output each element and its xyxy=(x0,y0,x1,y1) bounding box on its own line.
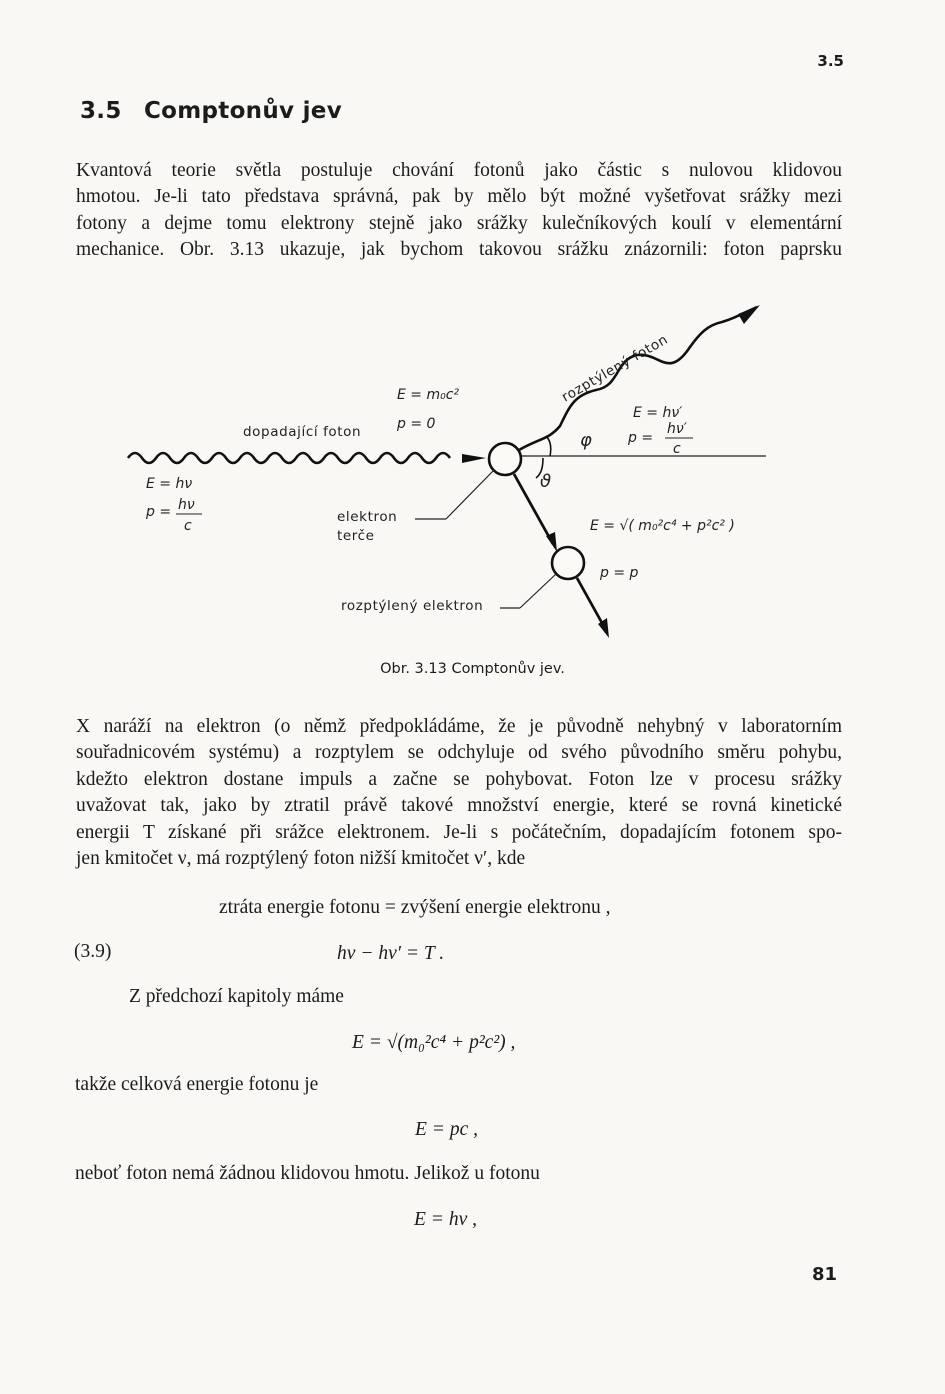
scattered-photon-energy: E = hν′ xyxy=(633,405,683,421)
paragraph-collision xyxy=(76,714,842,872)
incident-energy: E = hν xyxy=(146,476,193,492)
compton-diagram xyxy=(0,290,945,660)
text-line: uvažovat tak, jako by ztratil právě takové množství energie, které se rovná kinetické xyxy=(76,795,842,817)
photon-energy-pc-equation: E = pc , xyxy=(415,1119,478,1140)
photon-energy-intro: takže celková energie fotonu je xyxy=(75,1074,319,1095)
section-heading xyxy=(80,98,342,124)
section-number: 3.5 xyxy=(80,98,122,124)
text-line: kdežto elektron dostane impuls a začne se pohybovat. Foton lze v procesu srážky xyxy=(76,768,842,790)
relativistic-energy-equation: E = √(m₀²c⁴ + p²c²) , xyxy=(352,1032,516,1053)
scattered-photon-momentum-p: p = xyxy=(628,430,654,446)
text-line: energii T získané při srážce elektronem. Je-li s počátečním, dopadajícím fotonem spo- xyxy=(76,821,842,843)
section-title: Comptonův jev xyxy=(143,98,342,124)
incident-photon-wave xyxy=(128,453,450,463)
energy-balance-equation: ztráta energie fotonu = zvýšení energie elektronu , xyxy=(219,897,611,918)
scattered-photon-arrow-icon xyxy=(738,305,760,324)
scattered-photon-wave xyxy=(519,307,757,450)
incident-momentum-p: p = xyxy=(146,504,172,520)
equation-3-9: hν − hν′ = T . xyxy=(337,943,445,964)
electron-rest-momentum: p = 0 xyxy=(397,416,436,432)
scattered-electron-leader-diag xyxy=(520,574,556,608)
equation-number-3-9: (3.9) xyxy=(74,941,112,962)
incident-momentum-num: hν xyxy=(178,497,195,513)
figure-caption: Obr. 3.13 Comptonův jev. xyxy=(380,661,565,677)
scattered-photon-momentum-num: hν′ xyxy=(667,421,687,437)
text-line: fotony a dejme tomu elektrony stejně jako srážky kulečníkových koulí v elementární xyxy=(76,212,842,234)
scattered-electron-label: rozptýlený elektron xyxy=(341,598,484,614)
electron-rest-energy: E = m₀c² xyxy=(397,387,460,403)
running-head-section: 3.5 xyxy=(817,52,844,70)
paragraph-intro xyxy=(76,158,842,264)
angle-theta-label: ϑ xyxy=(540,471,552,492)
angle-phi-label: φ xyxy=(580,430,592,451)
previous-chapter-intro: Z předchozí kapitoly máme xyxy=(129,986,344,1007)
no-rest-mass-text: neboť foton nemá žádnou klidovou hmotu. Jelikož u fotonu xyxy=(75,1163,540,1184)
photon-energy-hv-equation: E = hν , xyxy=(414,1209,477,1230)
angle-phi-arc xyxy=(546,436,551,456)
text-line: souřadnicovém systému) a rozptylem se odchyluje od svého původního směru pohybu, xyxy=(76,742,842,764)
incident-photon-label: dopadající foton xyxy=(243,424,362,440)
page-number: 81 xyxy=(811,1264,837,1285)
text-line: Kvantová teorie světla postuluje chování fotonů jako částic s nulovou klidovou xyxy=(76,160,842,181)
text-line: jen kmitočet ν, má rozptýlený foton nižší kmitočet ν′, kde xyxy=(76,848,526,870)
target-electron-label-2: terče xyxy=(337,528,375,544)
text-line: X naráží na elektron (o němž předpokládáme, že je původně nehybný v laboratorním xyxy=(76,716,842,737)
target-electron-leader-diag xyxy=(446,470,494,519)
text-line: hmotou. Je-li tato představa správná, pak by mělo být možné vyšetřovat srážky mezi xyxy=(76,186,842,208)
recoil-momentum: p = p xyxy=(600,565,639,581)
incident-momentum-den: c xyxy=(184,518,192,534)
text-line: mechanice. Obr. 3.13 ukazuje, jak bychom takovou srážku znázornili: foton paprsku xyxy=(76,239,842,261)
target-electron-label-1: elektron xyxy=(337,509,398,525)
scattered-electron-circle xyxy=(552,547,584,579)
incident-photon-arrow-icon xyxy=(462,454,486,463)
scattered-photon-label: rozptýlený foton xyxy=(559,331,671,406)
recoil-energy: E = √( m₀²c⁴ + p²c² ) xyxy=(590,518,735,534)
scattered-photon-momentum-den: c xyxy=(673,441,681,457)
